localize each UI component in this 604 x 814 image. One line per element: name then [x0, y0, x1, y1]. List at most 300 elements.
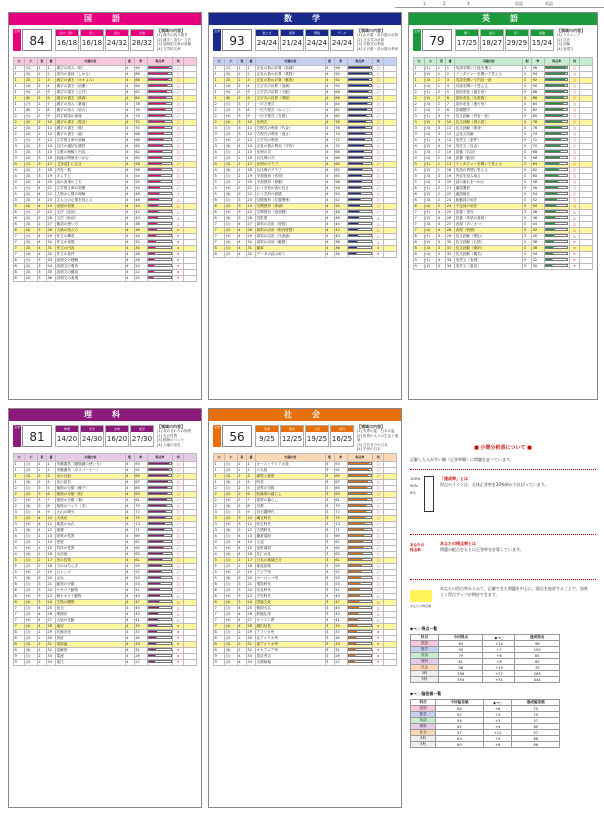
cell: 64	[436, 706, 484, 712]
cell: 物質の性質	[56, 534, 126, 540]
cell: (4)	[24, 624, 37, 630]
cell: 1	[14, 84, 25, 90]
cell: 81	[334, 498, 347, 504]
rate-bar	[148, 144, 172, 147]
cell: 3	[325, 546, 334, 552]
cell: 3	[325, 504, 334, 510]
rate-bar	[148, 546, 172, 549]
cell: 3	[414, 126, 425, 132]
cell: 2	[14, 114, 25, 120]
cell: 80	[134, 96, 147, 102]
cell: 34	[446, 264, 455, 270]
rate-bar	[148, 612, 172, 615]
cell: 38	[334, 240, 347, 246]
cell: 4	[125, 240, 134, 246]
rate-bar-cell	[147, 108, 173, 114]
cell: 国語	[411, 641, 439, 647]
cell: 6	[214, 198, 225, 204]
cell: 88	[334, 90, 347, 96]
cell: 4	[325, 228, 334, 234]
cell: 3	[523, 228, 532, 234]
cell: (1)	[24, 534, 37, 540]
cell: (2)	[224, 588, 237, 594]
sub-score	[280, 425, 304, 447]
cell: 3	[437, 180, 446, 186]
result-mark: ○	[569, 102, 580, 108]
result-mark: ○	[173, 174, 184, 180]
rate-bar-cell	[147, 228, 173, 234]
rate-bar-cell	[544, 90, 569, 96]
cell: 比例のグラフ	[256, 162, 326, 168]
rate-bar	[148, 564, 172, 567]
rate-bar-cell	[544, 96, 569, 102]
cell: 4	[325, 78, 334, 84]
result-mark: ○	[569, 96, 580, 102]
cell: 1	[14, 66, 25, 72]
cell: 20	[446, 180, 455, 186]
result-mark: △	[173, 222, 184, 228]
cell: 67	[436, 712, 484, 718]
rate-bar	[348, 246, 372, 249]
rate-bar-cell	[347, 630, 373, 636]
rate-bar-cell	[544, 126, 569, 132]
rate-bar-cell	[147, 558, 173, 564]
cell: 3	[246, 78, 255, 84]
cell: (4)	[224, 192, 237, 198]
rate-bar-cell	[347, 570, 373, 576]
cell: 42	[532, 228, 545, 234]
result-mark: ×	[569, 264, 580, 270]
cell: 3	[37, 138, 46, 144]
cell: 13	[246, 138, 255, 144]
cell: (4)	[424, 156, 437, 162]
cell: 2	[214, 486, 225, 492]
cell: (5)	[224, 90, 237, 96]
rank-label: 全体	[13, 425, 21, 447]
rate-bar	[148, 216, 172, 219]
rate-bar-cell	[147, 594, 173, 600]
cell: 英語	[411, 718, 436, 724]
cell: 3	[325, 522, 334, 528]
cell: (3)	[224, 234, 237, 240]
rate-bar	[148, 528, 172, 531]
sub-label: 図形	[281, 30, 303, 36]
cell: 7	[414, 210, 425, 216]
cell: 8	[414, 240, 425, 246]
cell: 3	[214, 144, 225, 150]
cell: (1)	[24, 234, 37, 240]
table-title: ◆→○ 偏差値一覧	[410, 691, 442, 696]
sub-value: 16/18	[56, 39, 78, 47]
cell: 2	[37, 84, 46, 90]
rate-bar-cell	[147, 588, 173, 594]
cell: 堆積岩	[56, 612, 126, 618]
cell: +6	[483, 653, 515, 659]
sub-score	[130, 425, 154, 447]
rate-bar	[348, 564, 372, 567]
cell: 4	[125, 228, 134, 234]
cell: 1	[414, 66, 425, 72]
rate-bar	[545, 108, 568, 111]
cell: 34	[46, 660, 55, 666]
cell: 9	[214, 654, 225, 660]
cell: (2)	[24, 240, 37, 246]
rate-bar-cell	[544, 168, 569, 174]
cell: 3	[325, 642, 334, 648]
cell: 時差	[256, 480, 326, 486]
cell: 32	[46, 252, 55, 258]
cell: 3	[14, 156, 25, 162]
cell: 4	[125, 654, 134, 660]
rate-bar-cell	[347, 108, 373, 114]
sub-label: 関数	[306, 30, 328, 36]
cell: 3	[325, 564, 334, 570]
cell: 83	[334, 492, 347, 498]
cell: 4	[214, 162, 225, 168]
cell: 60	[134, 156, 147, 162]
sub-score	[130, 29, 154, 51]
result-mark: △	[373, 594, 384, 600]
cell: (3)	[224, 594, 237, 600]
cell: 1	[237, 162, 246, 168]
cell: 283	[515, 671, 560, 677]
cell: 世界の気候	[256, 486, 326, 492]
cell: 4	[246, 84, 255, 90]
legend-item: [3] 説明的文章の読解	[157, 42, 192, 47]
sub-value: 27/30	[131, 435, 153, 443]
cell: 一次方程式	[256, 102, 326, 108]
cell: 漢字の読み（暗）	[56, 66, 126, 72]
cell: 73	[134, 522, 147, 528]
rate-bar-cell	[544, 108, 569, 114]
cell: 作文の条件	[56, 252, 126, 258]
cell: (2)	[24, 72, 37, 78]
cell: (4)	[224, 144, 237, 150]
rate-bar-cell	[347, 192, 373, 198]
cell: 75	[515, 665, 560, 671]
rate-bar	[545, 180, 568, 183]
cell: (2)	[424, 216, 437, 222]
result-mark: ○	[373, 168, 384, 174]
cell: 2	[37, 132, 46, 138]
rate-bar-cell	[347, 600, 373, 606]
result-mark: △	[173, 618, 184, 624]
sub-score	[80, 425, 104, 447]
rate-bar	[148, 576, 172, 579]
cell: 4	[125, 648, 134, 654]
cell: (2)	[24, 588, 37, 594]
line2-title: あなたの得点率とは	[440, 541, 476, 546]
cell: 2	[14, 120, 25, 126]
cell: 7	[14, 624, 25, 630]
cell: (4)	[224, 168, 237, 174]
rate-bar	[148, 486, 172, 489]
top-cell-2: 2	[443, 1, 446, 6]
cell: 13	[246, 534, 255, 540]
cell: 4	[125, 144, 134, 150]
cell: 44	[334, 222, 347, 228]
rate-bar-cell	[347, 216, 373, 222]
rate-bar-cell	[147, 144, 173, 150]
sub-label: 読む	[481, 30, 503, 36]
rate-bar	[348, 210, 372, 213]
cell: 14	[46, 540, 55, 546]
cell: (3)	[224, 618, 237, 624]
cell: 93	[334, 462, 347, 468]
cell: 16	[46, 552, 55, 558]
cell: 36	[134, 228, 147, 234]
rate-bar	[545, 222, 568, 225]
cell: 2	[237, 174, 246, 180]
cell: (2)	[424, 240, 437, 246]
cell: 4	[125, 222, 134, 228]
result-mark: △	[569, 222, 580, 228]
result-mark: ×	[173, 246, 184, 252]
cell: 68	[532, 150, 545, 156]
cell: 2	[437, 186, 446, 192]
cell: 71	[134, 528, 147, 534]
cell: 1	[437, 66, 446, 72]
cell: 17	[46, 162, 55, 168]
result-mark: ○	[373, 126, 384, 132]
cell: 8	[414, 252, 425, 258]
cell: 8	[46, 504, 55, 510]
cell: 7	[214, 234, 225, 240]
cell: 文字式の計算（分配）	[256, 90, 326, 96]
cell: 62	[334, 168, 347, 174]
cell: 4	[237, 624, 246, 630]
cell: 4	[125, 492, 134, 498]
cell: (4)	[24, 276, 37, 282]
result-mark: ○	[569, 90, 580, 96]
cell: 2	[37, 96, 46, 102]
cell: 話の流れをつかむ	[455, 180, 523, 186]
cell: 2	[37, 654, 46, 660]
cell: 地震のゆれ	[56, 522, 126, 528]
cell: キリスト教	[256, 618, 326, 624]
cell: (4)	[24, 576, 37, 582]
result-mark: ○	[173, 492, 184, 498]
cell: 1	[37, 108, 46, 114]
sub-score	[255, 425, 279, 447]
cell: 7	[214, 612, 225, 618]
cell: 3	[325, 468, 334, 474]
cell: 82	[134, 90, 147, 96]
sub-label: 言語	[131, 30, 153, 36]
cell: (1)	[424, 186, 437, 192]
cell: 33	[46, 654, 55, 660]
cell: 生物の観察	[56, 600, 126, 606]
cell: 24	[246, 204, 255, 210]
rate-bar	[545, 96, 568, 99]
rate-bar	[348, 150, 372, 153]
cell: 3	[523, 168, 532, 174]
cell: 2	[14, 504, 25, 510]
result-mark: ×	[173, 264, 184, 270]
cell: 2	[237, 492, 246, 498]
cell: 50	[532, 204, 545, 210]
summary-row	[9, 25, 201, 55]
cell: 27	[46, 618, 55, 624]
cell: (1)	[24, 510, 37, 516]
table-row	[411, 742, 560, 748]
rate-bar	[348, 516, 372, 519]
rate-bar-cell	[147, 156, 173, 162]
rate-bar	[148, 258, 172, 261]
cell: (1)	[424, 210, 437, 216]
rate-bar-cell	[147, 600, 173, 606]
cell: 5	[414, 162, 425, 168]
rate-bar-cell	[147, 612, 173, 618]
cell: 3	[237, 528, 246, 534]
rate-bar	[545, 216, 568, 219]
cell: 4	[237, 228, 246, 234]
result-mark: △	[569, 216, 580, 222]
cell: 70	[512, 712, 560, 718]
cell: 1	[246, 462, 255, 468]
cell: 正負の数の利用（平均）	[256, 144, 326, 150]
result-mark: ○	[173, 462, 184, 468]
cell: 8	[414, 234, 425, 240]
rank-label: 全体	[413, 29, 421, 51]
rate-bar-cell	[347, 618, 373, 624]
cell: 3	[14, 516, 25, 522]
rate-bar-cell	[147, 660, 173, 666]
rate-bar-cell	[147, 162, 173, 168]
cell: 弥生時代	[256, 522, 326, 528]
rate-bar-cell	[347, 642, 373, 648]
cell: 7	[14, 252, 25, 258]
cell: (1)	[424, 90, 437, 96]
cell: 16	[246, 156, 255, 162]
result-mark: ×	[173, 660, 184, 666]
cell: 2	[37, 90, 46, 96]
rate-bar	[348, 600, 372, 603]
cell: (3)	[424, 174, 437, 180]
cell: 11	[246, 522, 255, 528]
rate-bar-cell	[347, 114, 373, 120]
cell: 18	[46, 168, 55, 174]
rate-bar-cell	[347, 126, 373, 132]
cell: 3	[325, 498, 334, 504]
cell: 33	[46, 258, 55, 264]
cell: (1)	[24, 258, 37, 264]
cell: 反比例のグラフ	[256, 168, 326, 174]
cell: 73	[334, 522, 347, 528]
cell: 8	[14, 270, 25, 276]
rate-bar-cell	[147, 576, 173, 582]
cell: 2	[14, 486, 25, 492]
cell: 19	[446, 174, 455, 180]
cell: 作文の構成	[56, 234, 126, 240]
cell: 1	[214, 468, 225, 474]
result-mark: ○	[373, 156, 384, 162]
rate-bar	[148, 468, 172, 471]
cell: 社会	[411, 665, 439, 671]
cell: 2	[446, 72, 455, 78]
cell: 82	[334, 108, 347, 114]
cell: 4	[14, 162, 25, 168]
rate-bar	[348, 630, 372, 633]
rate-bar-cell	[347, 534, 373, 540]
cell: 英作文（表現）	[455, 258, 523, 264]
cell: 3	[523, 246, 532, 252]
cell: 393	[438, 677, 483, 683]
cell: 3	[523, 102, 532, 108]
cell: 3	[325, 492, 334, 498]
rate-bar	[348, 594, 372, 597]
cell: 7	[414, 216, 425, 222]
cell: 太閤検地	[256, 660, 326, 666]
rate-bar	[348, 582, 372, 585]
cell: 54	[134, 174, 147, 180]
cell: (1)	[224, 66, 237, 72]
cell: 4	[125, 528, 134, 534]
line3-text: あなたの得点率からみて、正解できた問題を中心に、弱点を復習することで、効果よく得点アップが期待できます。	[440, 586, 588, 597]
cell: 4	[125, 270, 134, 276]
cell: 4	[125, 102, 134, 108]
cell: 27	[134, 660, 147, 666]
cell: 54	[532, 192, 545, 198]
cell: 3	[523, 162, 532, 168]
cell: 5	[14, 198, 25, 204]
rate-bar	[148, 174, 172, 177]
cell: 対話を聞いて答える	[455, 84, 523, 90]
sub-value: 24/24	[306, 39, 328, 47]
cell: 4	[437, 264, 446, 270]
cell: 2	[37, 126, 46, 132]
cell: 4	[125, 462, 134, 468]
cell: 6	[214, 582, 225, 588]
cell: 32	[246, 252, 255, 258]
cell: 70	[512, 706, 560, 712]
question-table: 大 小 領 番 出題内容 配 率 得点率 判 1 (1) 1 1 オーストラリア大陸 3 93 ○ 1 (2) 1 2 六大陸 3 91 ○ 1 (3) 1 3 緯度と経度 3 89 ○ 1 (4) 1 4 時差 3 87 ○ 2 (1) 2 5 世界の気候 3 85 ○ 2 (2) 2 6 乾燥帯の暮らし 3 83 ○ 2 (3) 2 7 寒帯の暮らし 3 81 ○ 2 (4) 2 8 宗教 3 79 ○ 3 (1) 3 9 旧石器時代 3 77 ○ 3 (2) 3 10 縄文時代 3 75 ○ 3 (3) 3 11 弥生時代 3 73 ○ 3 (4) 3 12 古墳時代 3 71 ○ 4 (1) 4 13 鎌倉幕府 3 69 ○ 4 (2) 4 14 元寇 3 67 ○ 4 (3) 4 15 室町幕府 3 65 ○ 4 (4) 4 16 応仁の乱 3 63 ○ 5 (1) 1 17 日本の地域区分 3 61 ○ 5 (2) 1 18 都道府県 3 59 ○ 5 (3) 2 19 アジア州 3 57 ○ 5 (4) 2 20 ヨーロッパ州 3 55 ○ 6 (1) 3 21 飛鳥時代 3 53 ○ 6 (2) 3 22 奈良時代 3 51 ○ 6 (3) 3 23 平安時代 3 49 △ 6 (4) 3 24 国風文化 3 47 △ 7 (1) 4 25 戦国大名 3 45 △ 7 (2) 4 26 鉄砲伝来 3 43 △ 7 (3) 4 27 キリスト教 3 41 △ 7 (4) 4 28 織田信長 3 39 × 8 (1) 2 29 アフリカ州 3 37 × 8 (2) 2 30 北アメリカ州 3 35 × 8 (3) 2 31 南アメリカ州 3 33 × 8 (4) 2 32 オセアニア州 3 31 × 9 (1) 4 33 豊臣秀吉 3 29 × 9 (2) 4 34 太閤検地 3 27 ×	[213, 453, 397, 666]
table-header: ◆→○	[483, 635, 515, 641]
cell: 3科	[411, 671, 439, 677]
cell: 資料の活用（相対度数）	[256, 228, 326, 234]
cell: 目次の適切な選択	[56, 144, 126, 150]
cell: 26	[446, 216, 455, 222]
sub-label: 聞く	[456, 30, 478, 36]
cell: +7	[483, 647, 515, 653]
cell: 縄文時代	[256, 516, 326, 522]
result-mark: ○	[569, 132, 580, 138]
cell: 4	[37, 606, 46, 612]
rate-bar	[545, 204, 568, 207]
result-mark: ×	[173, 234, 184, 240]
cell: 空間図形（体積）	[256, 204, 326, 210]
cell: 18	[446, 168, 455, 174]
cell: 12	[246, 132, 255, 138]
cell: 3	[37, 228, 46, 234]
cell: 2	[237, 576, 246, 582]
cell: 水溶液	[56, 552, 126, 558]
cell: 4	[125, 636, 134, 642]
result-mark: ○	[173, 72, 184, 78]
cell: (3)	[224, 570, 237, 576]
rate-bar	[348, 156, 372, 159]
cell: 4	[325, 174, 334, 180]
cell: (3)	[24, 594, 37, 600]
cell: 3	[523, 174, 532, 180]
cell: 9	[414, 258, 425, 264]
cell: 4	[325, 102, 334, 108]
cell: (6)	[24, 96, 37, 102]
result-mark: ○	[569, 126, 580, 132]
cell: 3	[237, 198, 246, 204]
cell: (2)	[24, 492, 37, 498]
cell: 4	[325, 120, 334, 126]
